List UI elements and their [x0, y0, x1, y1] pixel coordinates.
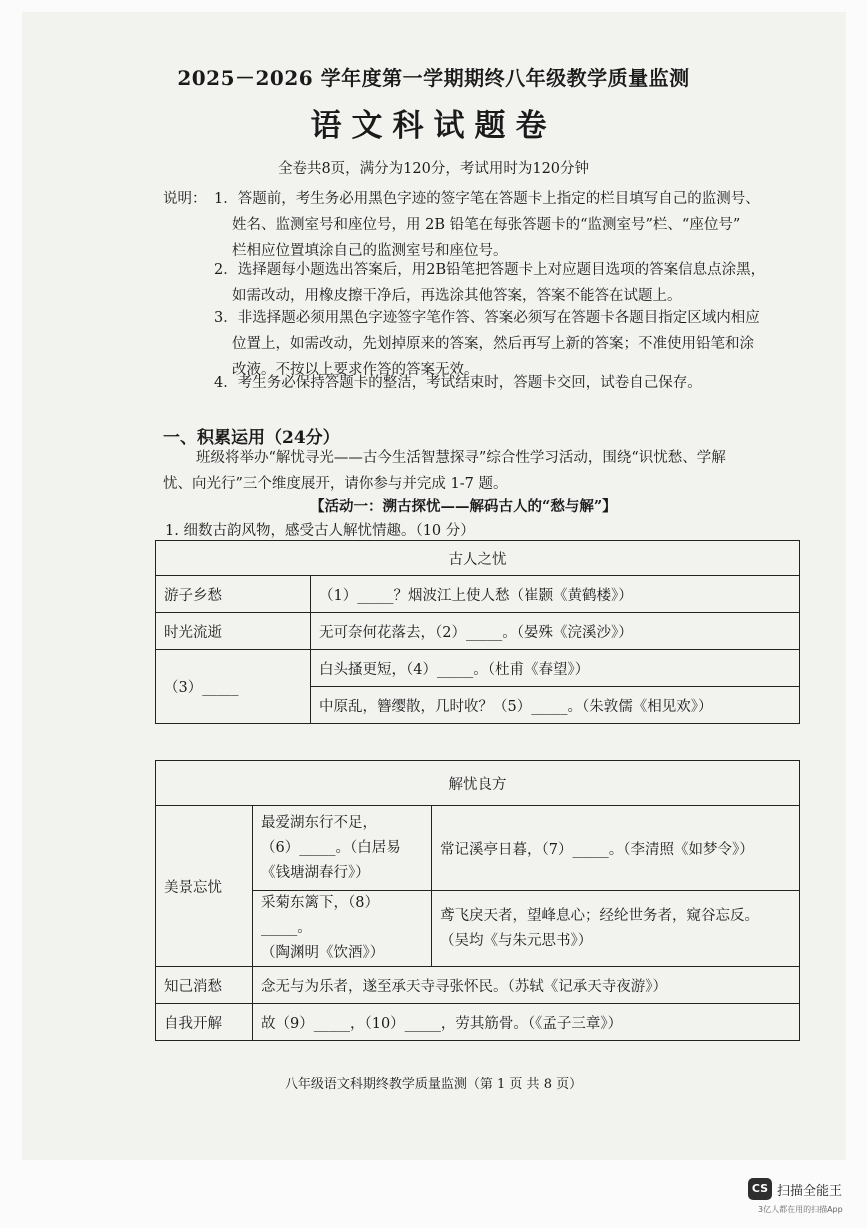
- cell-line: 采菊东篱下，（8）_____。: [261, 895, 379, 936]
- section-title: 一、积累运用（24分）: [163, 428, 340, 448]
- row-content: 白头搔更短，（4）_____。（杜甫《春望》）: [311, 650, 800, 687]
- exam-meta: 全卷共8页，满分为120分，考试用时为120分钟: [277, 161, 590, 177]
- activity-title: 【活动一：溯古探忧——解码古人的“愁与解”】: [310, 498, 617, 515]
- instructions-label: 说明：: [163, 191, 207, 207]
- row-content: [432, 891, 800, 967]
- table-row: [156, 650, 800, 687]
- instruction-line: 栏相应位置填涂自己的监测室号和座位号。: [232, 243, 508, 259]
- camscanner-logo-icon: CS: [748, 1178, 772, 1200]
- row-label: 美景忘忧: [156, 806, 253, 967]
- row-content: 故（9）_____，（10）_____，劳其筋骨。（《孟子三章》）: [253, 1004, 800, 1041]
- instruction-line: 位置上，如需改动，先划掉原来的答案，然后再写上新的答案；不准使用铅笔和涂: [232, 336, 754, 352]
- instruction-line: 1．答题前，考生务必用黑色字迹的签字笔在答题卡上指定的栏目填写自己的监测号、: [214, 191, 760, 207]
- table-row: [156, 1004, 800, 1041]
- row-content: 无可奈何花落去，（2）_____。（晏殊《浣溪沙》）: [311, 613, 800, 650]
- watermark-brand: 扫描全能王: [777, 1184, 843, 1199]
- exam-title: 2025－2026 学年度第一学期期终八年级教学质量监测: [177, 66, 690, 90]
- table-row: [156, 806, 800, 891]
- cell-line: （6）_____。（白居易: [261, 839, 401, 856]
- instruction-line: 3．非选择题必须用黑色字迹签字笔作答、答案必须写在答题卡各题目指定区域内相应: [214, 310, 760, 326]
- subject-title: 语文科试题卷: [310, 108, 557, 144]
- table-title: 解忧良方: [156, 761, 800, 806]
- instruction-line: 改液。不按以上要求作答的答案无效。: [232, 362, 479, 378]
- row-content: （1）_____？烟波江上使人愁（崔颢《黄鹤楼》）: [311, 576, 800, 613]
- row-content: [253, 806, 432, 891]
- cell-line: （陶渊明《饮酒》）: [261, 945, 385, 961]
- table-row: [156, 891, 800, 967]
- table-row: [156, 967, 800, 1004]
- cell-line: 鸢飞戾天者，望峰息心；经纶世务者，窥谷忘反。: [440, 907, 759, 924]
- table-relief-remedies: [155, 760, 800, 1041]
- row-content: [253, 891, 432, 967]
- table-ancient-worries: [155, 540, 800, 724]
- instruction-line: 4．考生务必保持答题卡的整洁，考试结束时，答题卡交回，试卷自己保存。: [214, 375, 702, 391]
- cell-line: （吴均《与朱元思书》）: [440, 932, 593, 949]
- section-intro: 忧、向光行”三个维度展开，请你参与并完成 1-7 题。: [163, 476, 508, 492]
- row-label: 知己消愁: [156, 967, 253, 1004]
- table-row: [156, 613, 800, 650]
- watermark-tagline: 3亿人都在用的扫描App: [758, 1205, 843, 1214]
- cell-line: 《钱塘湖春行》）: [261, 864, 370, 881]
- page-footer: 八年级语文科期终教学质量监测（第 1 页 共 8 页）: [284, 1077, 583, 1092]
- row-label: 时光流逝: [156, 613, 311, 650]
- row-content: 常记溪亭日暮，（7）_____。（李清照《如梦令》）: [432, 806, 800, 891]
- table-title: 古人之忧: [156, 541, 800, 576]
- row-label: 自我开解: [156, 1004, 253, 1041]
- instruction-line: 姓名、监测室号和座位号，用 2B 铅笔在每张答题卡的“监测室号”栏、“座位号”: [232, 217, 741, 233]
- row-label: （3）_____: [156, 650, 311, 724]
- cell-line: 最爱湖东行不足，: [261, 814, 377, 831]
- row-content: 念无与为乐者，遂至承天寺寻张怀民。（苏轼《记承天寺夜游》）: [253, 967, 800, 1004]
- question-1: 1. 细数古韵风物，感受古人解忧情趣。（10 分）: [165, 523, 475, 539]
- instruction-line: 如需改动，用橡皮擦干净后，再选涂其他答案，答案不能答在试题上。: [232, 288, 682, 304]
- row-content: 中原乱，簪缨散，几时收？（5）_____。（朱敦儒《相见欢》）: [311, 687, 800, 724]
- section-intro: 班级将举办“解忧寻光——古今生活智慧探寻”综合性学习活动，围绕“识忧愁、学解: [196, 450, 726, 466]
- instruction-line: 2．选择题每小题选出答案后，用2B铅笔把答题卡上对应题目选项的答案信息点涂黑，: [214, 262, 766, 278]
- row-label: 游子乡愁: [156, 576, 311, 613]
- table-row: [156, 576, 800, 613]
